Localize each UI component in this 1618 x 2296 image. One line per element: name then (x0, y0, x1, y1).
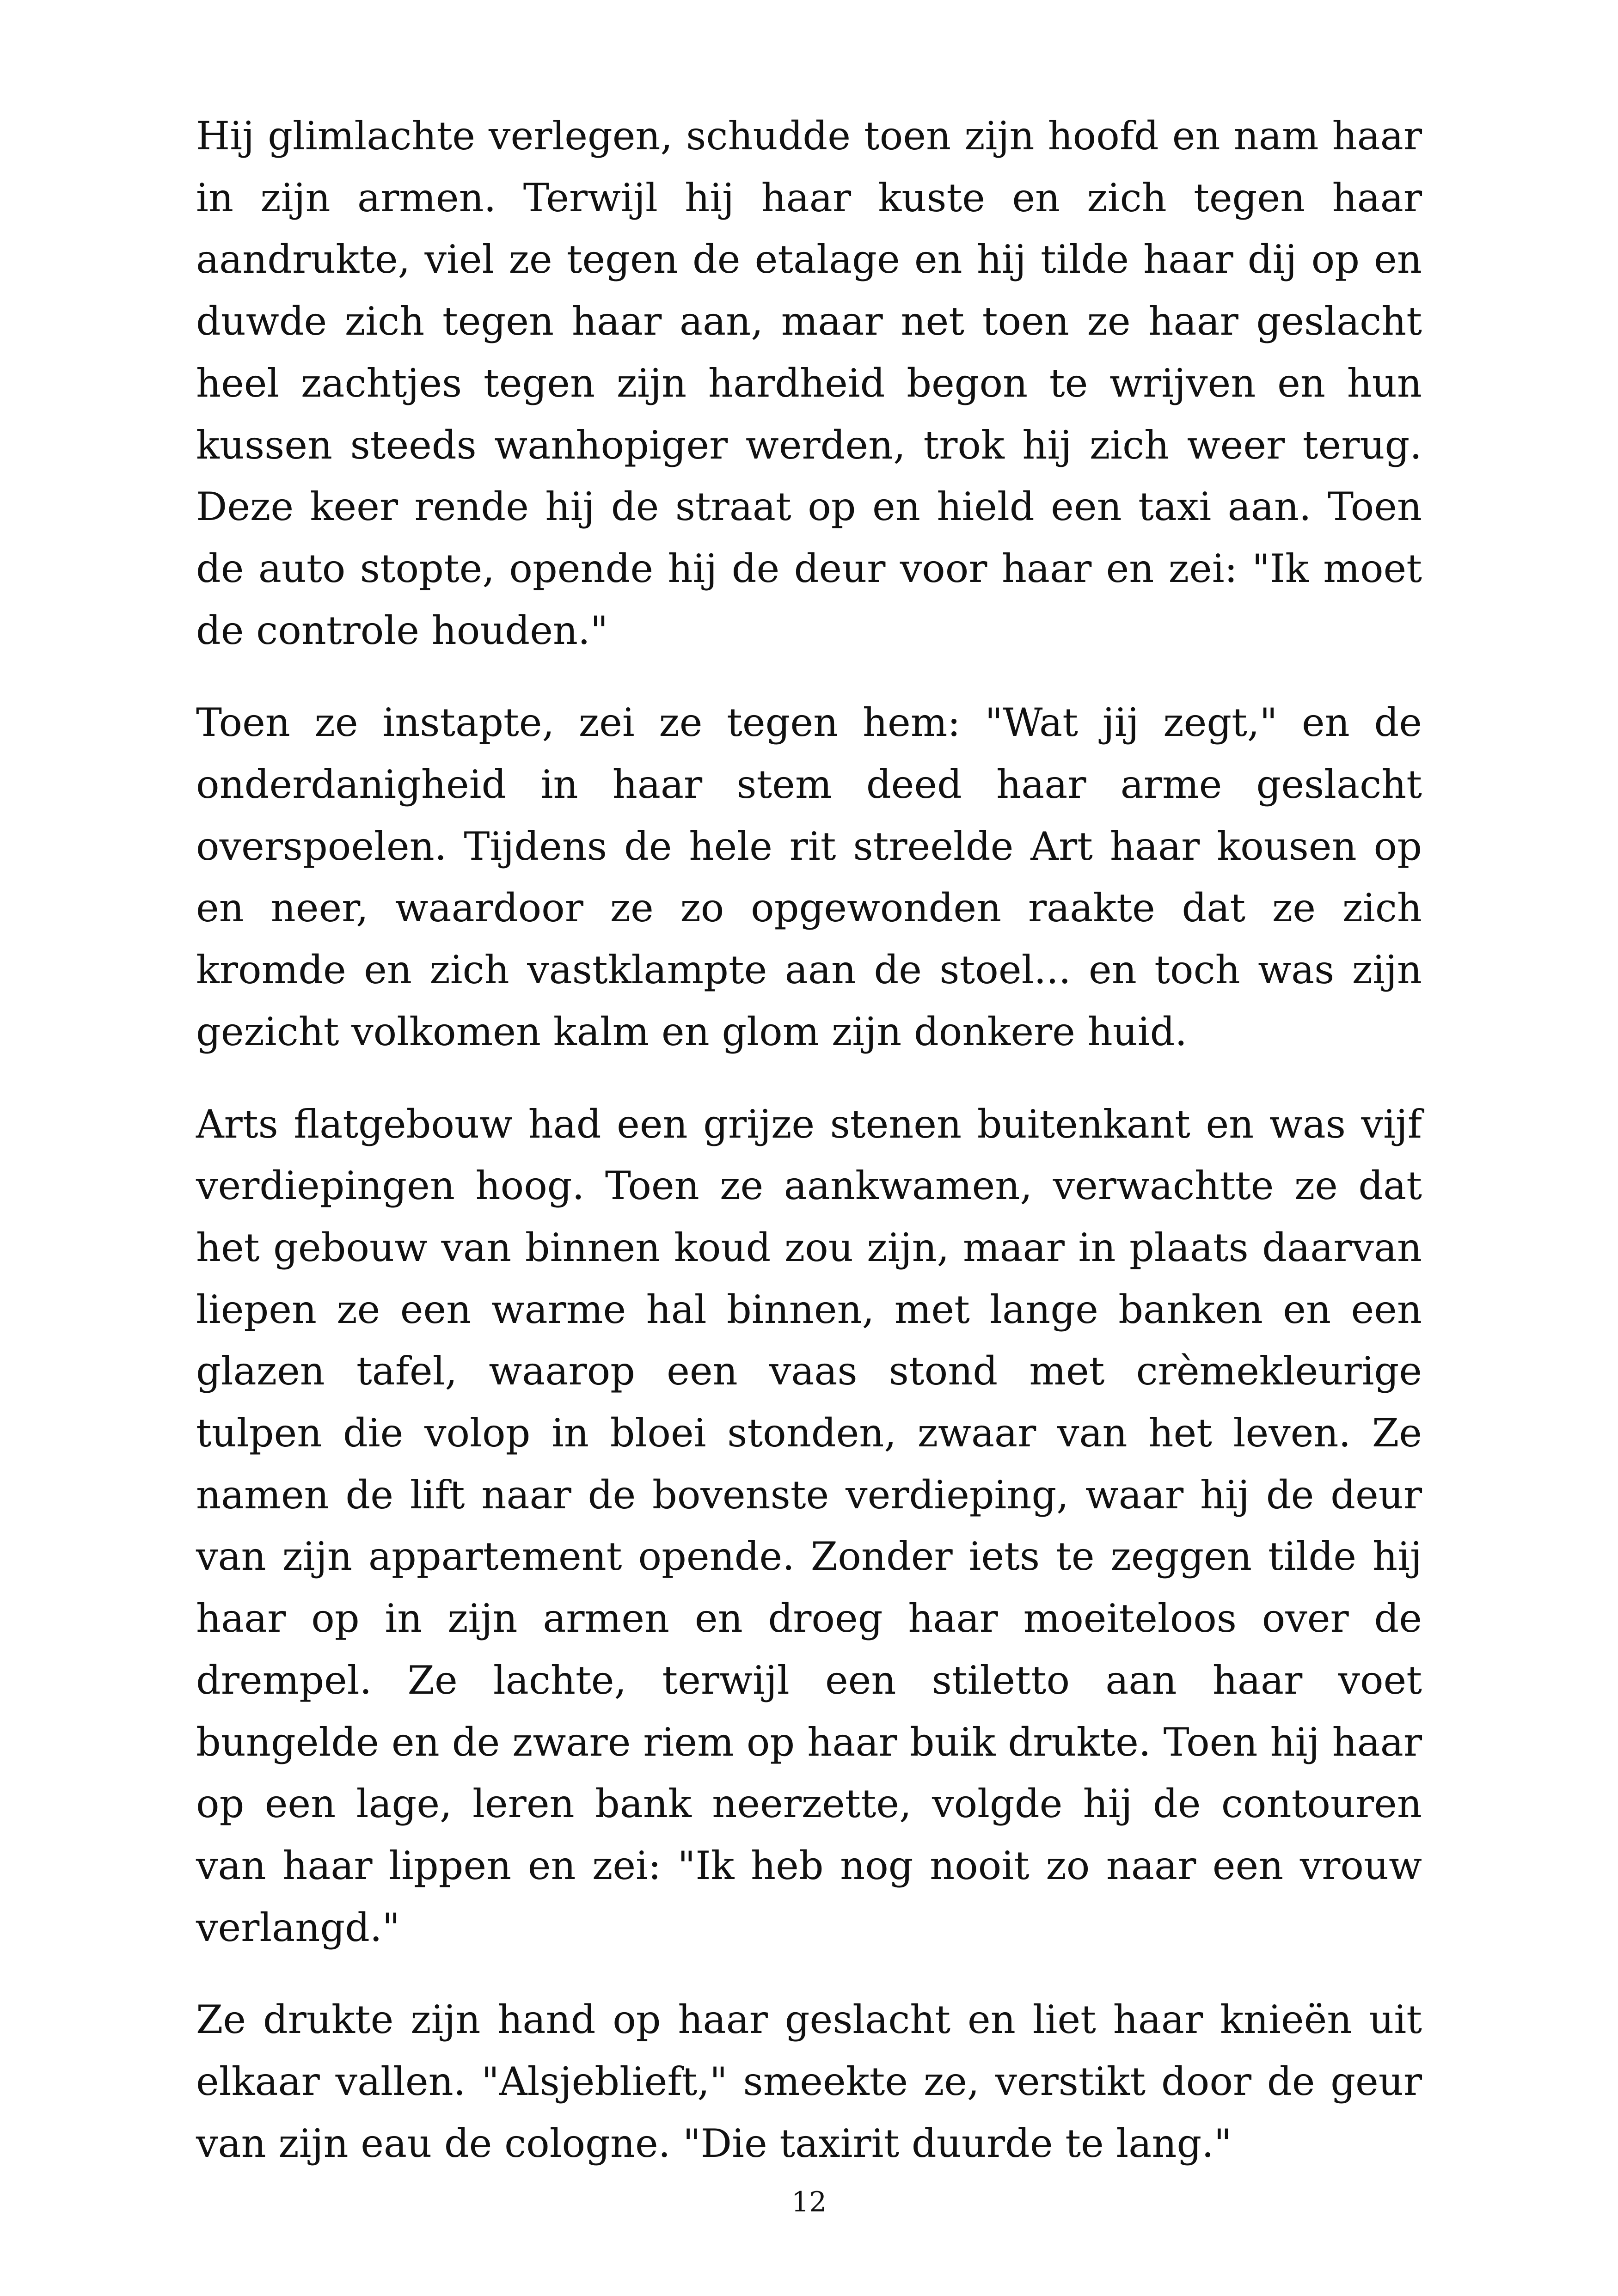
paragraph-3: Arts flatgebouw had een grijze stenen buitenkant en was vijf verdiepingen hoog. Toen ze aankwamen, verwachtte ze dat het gebouw van binnen koud zou zijn, maar in plaats daarvan liepen ze een warme hal binnen, met lange banken en een glazen tafel, waarop een vaas stond met crèmekleurige tulpen die volop in bloei stonden, zwaar van het leven. Ze namen de lift naar de bovenste verdieping, waar hij de deur van zijn appartement opende. Zonder iets te zeggen tilde hij haar op in zijn armen en droeg haar moeiteloos over de drempel. Ze lachte, terwijl een stiletto aan haar voet bungelde en de zware riem op haar buik drukte. Toen hij haar op een lage, leren bank neerzette, volgde hij de contouren van haar lippen en zei: "Ik heb nog nooit zo naar een vrouw verlangd." (196, 1101, 1422, 1950)
body-text (196, 105, 1422, 2205)
page-number: 12 (791, 2186, 827, 2218)
paragraph-1: Hij glimlachte verlegen, schudde toen zijn hoofd en nam haar in zijn armen. Terwijl hij haar kuste en zich tegen haar aandrukte, viel ze tegen de etalage en hij tilde haar dij op en duwde zich tegen haar aan, maar net toen ze haar geslacht heel zachtjes tegen zijn hardheid begon te wrijven en hun kussen steeds wanhopiger werden, trok hij zich weer terug. Deze keer rende hij de straat op en hield een taxi aan. Toen de auto stopte, opende hij de deur voor haar en zei: "Ik moet de controle houden." (196, 113, 1422, 653)
paragraph-4: Ze drukte zijn hand op haar geslacht en liet haar knieën uit elkaar vallen. "Alsjeblieft," smeekte ze, verstikt door de geur van zijn eau de cologne. "Die taxirit duurde te lang." (196, 1997, 1422, 2166)
paragraph-2: Toen ze instapte, zei ze tegen hem: "Wat jij zegt," en de onderdanigheid in haar stem deed haar arme geslacht overspoelen. Tijdens de hele rit streelde Art haar kousen op en neer, waardoor ze zo opgewonden raakte dat ze zich kromde en zich vastklampte aan de stoel... en toch was zijn gezicht volkomen kalm en glom zijn donkere huid. (196, 700, 1422, 1054)
